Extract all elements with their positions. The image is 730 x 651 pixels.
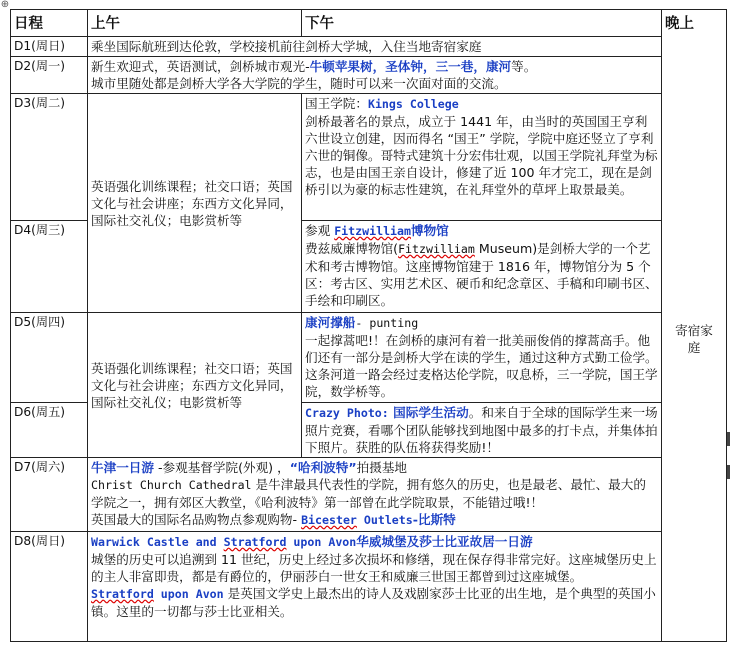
d7-l1-c: “哈利波特” <box>289 460 357 475</box>
day-cell: D7(周六) <box>11 458 88 532</box>
d7-l2-b: 是牛津最具代表性的学院，拥有悠久的历史，也是最老、最忙、最大的学院之一，拥有郊区大教堂，《哈利波特》第一部曾在此学院取景，不能错过哦!！ <box>91 477 646 510</box>
d4-title-3: 博物馆 <box>410 223 449 238</box>
d3-title-en: Kings College <box>367 97 459 111</box>
d7-l3-d: -比斯特 <box>412 512 456 527</box>
d7-l3-b: Bicester <box>301 513 357 527</box>
d2-highlight: 牛顿苹果树，圣体钟，三一巷，康河 <box>309 59 512 74</box>
table-row-d1 <box>11 37 727 57</box>
d4-afternoon <box>302 221 662 313</box>
evening-text: 寄宿家庭 <box>675 322 713 355</box>
table-row-d3 <box>11 94 727 221</box>
day-cell: D3(周二) <box>11 94 88 221</box>
d4-title-2: Fitzwilliam <box>334 224 411 238</box>
d6-afternoon <box>302 403 662 458</box>
d7-l2-a: Christ Church Cathedral <box>91 478 252 492</box>
d4-text-2: Fitzwilliam <box>398 242 475 256</box>
d4-title-1: 参观 <box>305 223 335 238</box>
d5-title-1: 康河撑船 <box>305 315 356 330</box>
day-cell: D1(周日) <box>11 37 88 57</box>
d1-text: 乘坐国际航班到达伦敦，学校接机前往剑桥大学城，入住当地寄宿家庭 <box>88 37 662 57</box>
header-date: 日程 <box>11 10 88 37</box>
itinerary-table <box>10 9 727 642</box>
d8-l1-a: Warwick Castle and <box>91 535 224 549</box>
d3-text: 剑桥最著名的景点，成立于 1441 年，由当时的英国国王亨利六世设立创建，因而得名 “国王” 学院，学院中庭还竖立了亨利六世的铜像。哥特式建筑十分宏伟壮观，以国王学院礼拜堂为标志，也是由国王亲自设计，修建了近 100 年才完工，现在是剑桥引以为豪的标志性建筑，在礼拜堂外的草坪上取景最美。 <box>305 114 658 197</box>
table-row-d2 <box>11 57 727 94</box>
table-row-d5 <box>11 313 727 403</box>
d5-afternoon <box>302 313 662 403</box>
day-cell: D4(周三) <box>11 221 88 313</box>
d3-title-cn: 国王学院： <box>305 96 368 111</box>
d4-text-1: 费兹威廉博物馆( <box>305 241 399 256</box>
d7-l1-b: -参观基督学院(外观) ， <box>153 460 290 475</box>
d8-l2: 城堡的历史可以追溯到 11 世纪，历史上经过多次损坏和修缮，现在保存得非常完好。这座城堡历史上的主人非富即贵，都是有爵位的，伊丽莎白一世女王和威廉三世国王都曾到过这座城堡。 <box>91 552 657 584</box>
header-morning: 上午 <box>88 10 302 37</box>
table-move-handle-icon[interactable]: ⊕ <box>0 0 10 10</box>
d7-l3-c: Outlets <box>356 513 413 527</box>
d8-l3-a: Stratford <box>91 587 154 601</box>
d7-l1-a: 牛津一日游 <box>91 460 154 475</box>
evening-cell <box>662 37 727 642</box>
d2-text-1: 新生欢迎式，英语测试，剑桥城市观光- <box>91 59 310 74</box>
d8-l3-b: upon Avon <box>153 587 224 601</box>
d6-title-2: 国际学生活动 <box>388 405 469 420</box>
table-row-d8 <box>11 532 727 642</box>
header-afternoon: 下午 <box>302 10 662 37</box>
d4-text-3: Museum)是剑桥大学的一个艺术和考古博物馆。这座博物馆建于 1816 年，博物馆分为 5 个区：考古区、实用艺术区、硬币和纪念章区、手稿和印刷书区、手绘和印刷区。 <box>305 241 658 308</box>
d8-l1-c: upon Avon <box>286 535 357 549</box>
day-cell: D8(周日) <box>11 532 88 642</box>
day-cell: D2(周一) <box>11 57 88 94</box>
table-row-d7 <box>11 458 727 532</box>
d7-l1-d: 拍摄基地 <box>356 460 408 475</box>
d6-text: 。和来自于全球的国际学生来一场照片竞赛，看哪个团队能够找到地图中最多的打卡点，并集体拍下照片。获胜的队伍将获得奖励!！ <box>305 405 658 455</box>
d3-afternoon <box>302 94 662 221</box>
d2-text-4: 城市里随处都是剑桥大学各大学院的学生，随时可以来一次面对面的交流。 <box>91 76 507 91</box>
day-cell: D5(周四) <box>11 313 88 403</box>
d34-morning: 英语强化训练课程；社交口语；英国文化与社会讲座；东西方文化异同，国际社交礼仪；电影赏析等 <box>88 94 302 313</box>
d6-title-1: Crazy Photo: <box>305 406 389 420</box>
d7-text <box>88 458 662 532</box>
d2-text-3: 等。 <box>511 59 537 74</box>
d8-l3-c: 是英国文学史上最杰出的诗人及戏剧家莎士比亚的出生地，是个典型的英国小镇。这里的一切都与莎士比亚相关。 <box>91 586 656 619</box>
d8-text <box>88 532 662 642</box>
d7-l3-a: 英国最大的国际名品购物点参观购物- <box>91 512 302 527</box>
header-row <box>11 10 727 37</box>
d8-l1-b: Stratford <box>223 535 287 549</box>
d5-text: 一起撑蒿吧!！在剑桥的康河有着一批美丽俊俏的撑蒿高手。他们还有一部分是剑桥大学在读的学生，通过这种方式勤工俭学。这条河道一路会经过麦格达伦学院，叹息桥，三一学院，国王学院，数学桥等。 <box>305 333 658 399</box>
d5-title-2: - punting <box>355 316 419 330</box>
d2-text <box>88 57 662 94</box>
day-cell: D6(周五) <box>11 403 88 458</box>
header-evening: 晚上 <box>662 10 727 37</box>
d8-l1-d: 华威城堡及莎士比亚故居一日游 <box>356 534 533 549</box>
d56-morning: 英语强化训练课程；社交口语；英国文化与社会讲座；东西方文化异同，国际社交礼仪；电影赏析等 <box>88 313 302 458</box>
